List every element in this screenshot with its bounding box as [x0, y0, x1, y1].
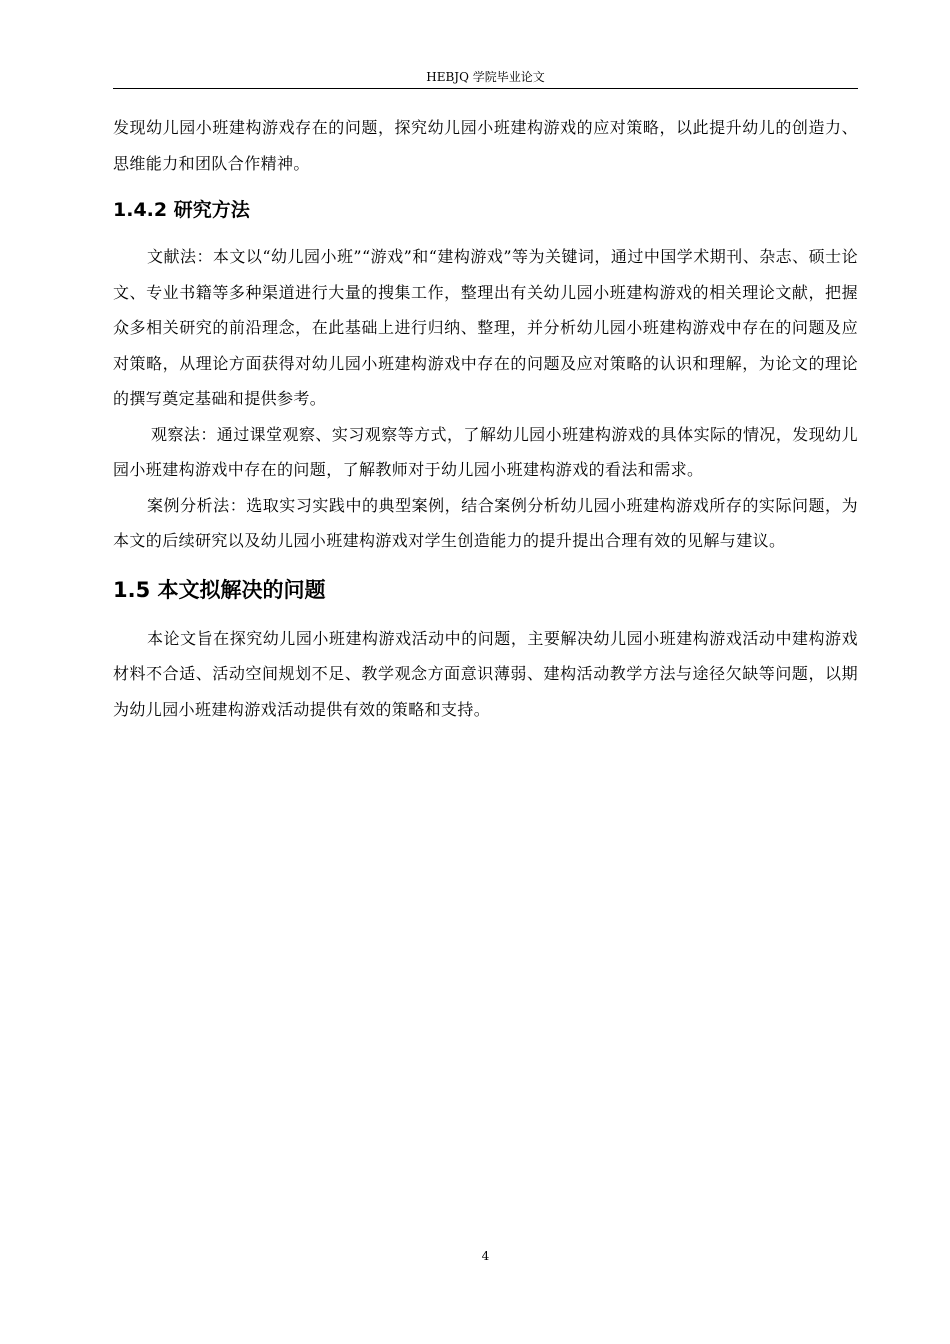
page-number: 4: [481, 1249, 490, 1263]
page-body: [113, 110, 858, 727]
header-divider: [113, 88, 858, 89]
literature-method-paragraph: 文献法：本文以“幼儿园小班”“游戏”和“建构游戏”等为关键词，通过中国学术期刊、杂志、硕士论文、专业书籍等多种渠道进行大量的搜集工作，整理出有关幼儿园小班建构游戏的相关理论文献，把握众多相关研究的前沿理念，在此基础上进行归纳、整理，并分析幼儿园小班建构游戏中存在的问题及应对策略，从理论方面获得对幼儿园小班建构游戏中存在的问题及应对策略的认识和理解，为论文的理论的撰写奠定基础和提供参考。: [113, 247, 858, 408]
section-heading-1-5: 1.5 本文拟解决的问题: [113, 577, 326, 602]
section-heading-1-4-2: 1.4.2 研究方法: [113, 199, 250, 221]
intro-paragraph: 发现幼儿园小班建构游戏存在的问题，探究幼儿园小班建构游戏的应对策略，以此提升幼儿的创造力、思维能力和团队合作精神。: [113, 118, 858, 173]
observation-method-paragraph: 观察法：通过课堂观察、实习观察等方式，了解幼儿园小班建构游戏的具体实际的情况，发现幼儿园小班建构游戏中存在的问题，了解教师对于幼儿园小班建构游戏的看法和需求。: [113, 424, 858, 479]
problems-paragraph: 本论文旨在探究幼儿园小班建构游戏活动中的问题，主要解决幼儿园小班建构游戏活动中建构游戏材料不合适、活动空间规划不足、教学观念方面意识薄弱、建构活动教学方法与途径欠缺等问题，以期为幼儿园小班建构游戏活动提供有效的策略和支持。: [113, 628, 858, 719]
case-analysis-method-paragraph: 案例分析法：选取实习实践中的典型案例，结合案例分析幼儿园小班建构游戏所存的实际问题，为本文的后续研究以及幼儿园小班建构游戏对学生创造能力的提升提出合理有效的见解与建议。: [113, 495, 858, 550]
running-header: HEBJQ 学院毕业论文: [426, 70, 545, 84]
